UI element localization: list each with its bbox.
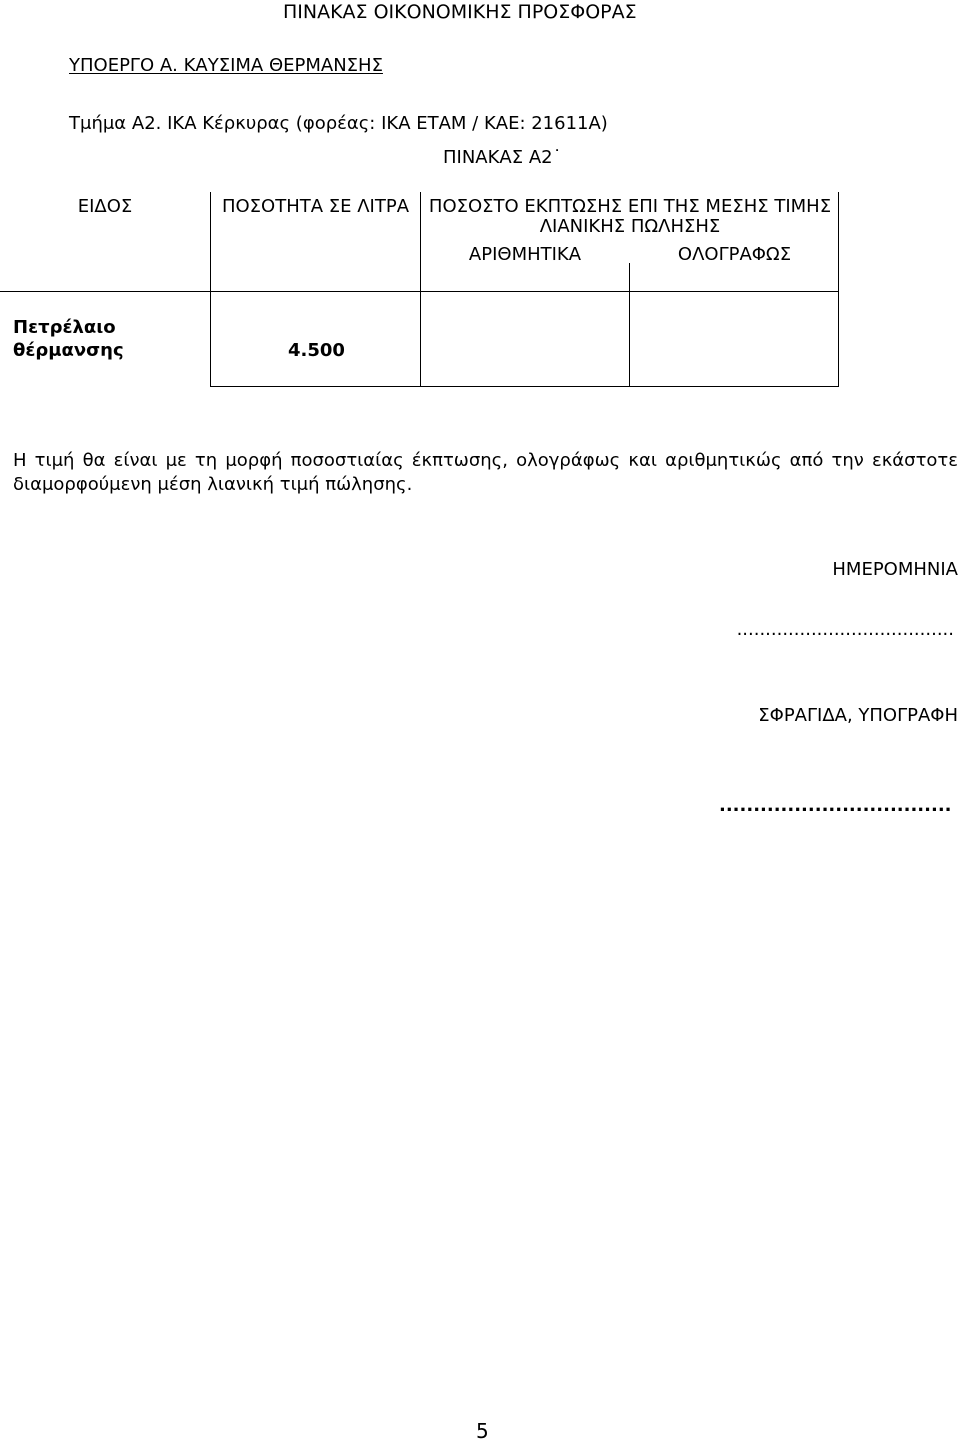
header-in-words: ΟΛΟΓΡΑΦΩΣ — [677, 244, 792, 265]
row-numeric-field[interactable] — [421, 292, 629, 386]
table-divider — [210, 192, 211, 387]
stamp-signature-field[interactable]: .................................. — [719, 795, 952, 816]
header-numeric: ΑΡΙΘΜΗΤΙΚΑ — [468, 244, 582, 265]
page-number: 5 — [476, 1419, 489, 1443]
header-discount: ΠΟΣΟΣΤΟ ΕΚΠΤΩΣΗΣ ΕΠΙ ΤΗΣ ΜΕΣΗΣ ΤΙΜΗΣ ΛΙΑΝΙΚΗΣ ΠΩΛΗΣΗΣ — [428, 196, 832, 237]
row-in-words-field[interactable] — [630, 292, 838, 386]
date-field[interactable]: ...................................... — [736, 619, 954, 640]
row-quantity: 4.500 — [288, 340, 345, 361]
stamp-signature-label: ΣΦΡΑΓΙΔΑ, ΥΠΟΓΡΑΦΗ — [758, 705, 958, 726]
document-title: ΠΙΝΑΚΑΣ ΟΙΚΟΝΟΜΙΚΗΣ ΠΡΟΣΦΟΡΑΣ — [283, 1, 637, 23]
row-product-type: Πετρέλαιο θέρμανσης — [13, 317, 124, 361]
date-label: ΗΜΕΡΟΜΗΝΙΑ — [832, 559, 958, 580]
offer-table — [0, 192, 839, 387]
table-label: ΠΙΝΑΚΑΣ Α2˙ — [443, 147, 562, 168]
pricing-note: Η τιμή θα είναι με τη μορφή ποσοστιαίας έκπτωσης, ολογράφως και αριθμητικώς από την εκάστοτε διαμορφούμενη μέση λιανική τιμή πώλησης. — [13, 450, 958, 495]
table-divider — [210, 386, 839, 387]
section-heading: Τμήμα Α2. ΙΚΑ Κέρκυρας (φορέας: ΙΚΑ ΕΤΑΜ / ΚΑΕ: 21611Α) — [69, 113, 608, 134]
header-quantity: ΠΟΣΟΤΗΤΑ ΣΕ ΛΙΤΡΑ — [221, 196, 410, 217]
subproject-heading: ΥΠΟΕΡΓΟ Α. ΚΑΥΣΙΜΑ ΘΕΡΜΑΝΣΗΣ — [69, 55, 383, 76]
header-type: ΕΙΔΟΣ — [77, 196, 133, 217]
